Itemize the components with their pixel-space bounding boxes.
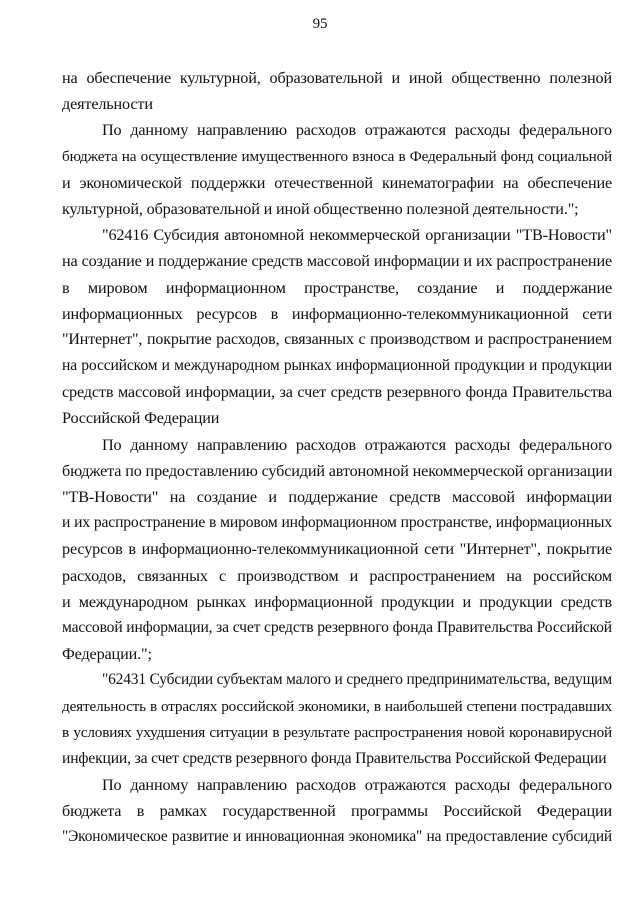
text-line: По данному направлению расходов отражаются расходы федерального [102,776,612,795]
text-line: на обеспечение культурной, образовательной и иной общественно полезной [62,69,612,87]
text-line: "Интернет", покрытие расходов, связанных с производством и распространением [62,330,612,348]
text-line: на создание и поддержание средств массовой информации и их распространение [62,252,612,271]
text-line: средств массовой информации, за счет средств резервного фонда Правительства [62,383,612,402]
text-line: "ТВ-Новости" на создание и поддержание средств массовой информации [62,488,612,506]
text-line: и их распространение в мировом информационном пространстве, информационных [62,514,612,532]
text-line: в условиях ухудшения ситуации в результате распространения новой коронавирусной [62,723,612,741]
text-line: бюджета по предоставлению субсидий автономной некоммерческой организации [62,461,612,480]
text-line: По данному направлению расходов отражаются расходы федерального [102,121,612,140]
text-line: По данному направлению расходов отражаются расходы федерального [102,435,612,454]
text-line: массовой информации, за счет средств резервного фонда Правительства Российской [62,618,612,636]
text-line: "62416 Субсидия автономной некоммерческой организации "ТВ-Новости" [102,226,612,245]
text-line: бюджета в рамках государственной программы Российской Федерации [62,802,612,821]
text-line: деятельность в отраслях российской экономики, в наибольшей степени пострадавших [62,697,612,715]
text-line: инфекции, за счет средств резервного фонда Правительства Российской Федерации [62,749,607,767]
text-line: и международном рынках информационной продукции и продукции средств [62,592,612,611]
text-line: ресурсов в информационно-телекоммуникационной сети "Интернет", покрытие [62,540,612,559]
text-line: в мировом информационном пространстве, создание и поддержание [62,278,612,297]
text-line: информационных ресурсов в информационно-телекоммуникационной сети [62,304,612,323]
text-line: культурной, образовательной и иной общественно полезной деятельности."; [62,199,579,218]
document-body [62,65,612,851]
text-line: Российской Федерации [62,409,220,428]
text-line: Федерации."; [62,645,152,664]
text-line: "Экономическое развитие и инновационная экономика" на предоставление субсидий [62,828,612,846]
text-line: на российском и международном рынках информационной продукции и продукции [62,357,612,375]
text-line: "62431 Субсидии субъектам малого и среднего предпринимательства, ведущим [102,671,612,689]
text-line: бюджета на осуществление имущественного взноса в Федеральный фонд социальной [62,147,612,165]
text-line: деятельности [62,95,153,114]
text-line: расходов, связанных с производством и распространением на российском [62,566,612,585]
text-line: и экономической поддержки отечественной кинематографии на обеспечение [62,173,612,192]
page-number: 95 [312,16,328,32]
